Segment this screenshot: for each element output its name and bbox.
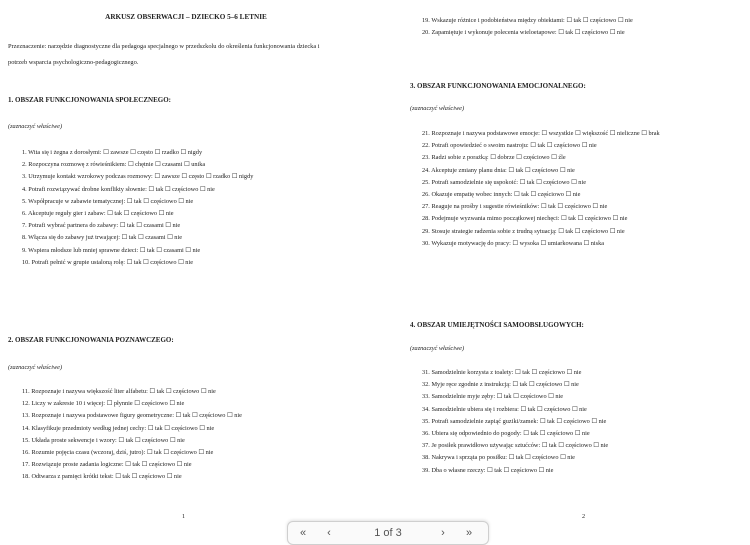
list-item: 9. Wspiera młodsze lub mniej sprawne dzieci: ☐ tak ☐ czasami ☐ nie xyxy=(22,246,201,254)
list-item: 10. Potrafi pełnić w grupie ustaloną rolę: ☐ tak ☐ częściowo ☐ nie xyxy=(22,258,193,266)
list-item: 15. Układa proste sekwencje i wzory: ☐ tak ☐ częściowo ☐ nie xyxy=(22,436,185,444)
list-item: 2. Rozpoczyna rozmowę z rówieśnikiem: ☐ chętnie ☐ czasami ☐ unika xyxy=(22,161,206,169)
list-item: 17. Rozwiązuje proste zadania logiczne: ☐ tak ☐ częściowo ☐ nie xyxy=(22,461,192,469)
list-item: 39. Dba o własne rzeczy: ☐ tak ☐ częściowo ☐ nie xyxy=(422,466,554,474)
list-item: 38. Nakrywa i sprząta po posiłku: ☐ tak ☐ częściowo ☐ nie xyxy=(422,454,575,462)
section-heading-selfcare: 4. OBSZAR UMIEJĘTNOŚCI SAMOOBSŁUGOWYCH: xyxy=(410,321,584,329)
list-item: 1. Wita się i żegna z dorosłymi: ☐ zawsze ☐ często ☐ rzadko ☐ nigdy xyxy=(22,149,203,156)
page-number: 1 xyxy=(182,513,186,520)
selfcare-items-list xyxy=(422,367,608,477)
list-item: 30. Wykazuje motywację do pracy: ☐ wysoka ☐ umiarkowana ☐ niska xyxy=(422,239,605,247)
social-items-list xyxy=(22,147,253,269)
section-note-cognitive: (zaznaczyć właściwe) xyxy=(8,364,63,371)
list-item: 7. Potrafi wybrać partnera do zabawy: ☐ tak ☐ czasami ☐ nie xyxy=(22,222,181,230)
list-item: 27. Reaguje na prośby i sugestie rówieśników: ☐ tak ☐ częściowo ☐ nie xyxy=(422,203,608,211)
list-item: 35. Potrafi samodzielnie zapiąć guziki/zamek: ☐ tak ☐ częściowo ☐ nie xyxy=(422,417,607,425)
document-title: ARKUSZ OBSERWACJI – DZIECKO 5–6 LETNIE xyxy=(105,13,267,21)
page-indicator: 1 of 3 xyxy=(374,527,402,539)
list-item: 4. Potrafi rozwiązywać drobne konflikty słownie: ☐ tak ☐ częściowo ☐ nie xyxy=(22,185,215,193)
list-item: 11. Rozpoznaje i nazywa większość liter alfabetu: ☐ tak ☐ częściowo ☐ nie xyxy=(22,388,216,395)
list-item: 28. Podejmuje wyzwania mimo początkowej niechęci: ☐ tak ☐ częściowo ☐ nie xyxy=(422,215,628,223)
list-item: 5. Współpracuje w zabawie tematycznej: ☐ tak ☐ częściowo ☐ nie xyxy=(22,197,194,205)
list-item: 29. Stosuje strategie radzenia sobie z trudną sytuacją: ☐ tak ☐ częściowo ☐ nie xyxy=(422,227,625,235)
last-page-icon[interactable]: » xyxy=(465,527,473,539)
list-item: 19. Wskazuje różnice i podobieństwa między obiektami: ☐ tak ☐ częściowo ☐ nie xyxy=(422,17,633,24)
document-page-1 xyxy=(0,0,372,540)
list-item: 24. Akceptuje zmiany planu dnia: ☐ tak ☐ częściowo ☐ nie xyxy=(422,166,575,174)
list-item: 33. Samodzielnie myje zęby: ☐ tak ☐ częściowo ☐ nie xyxy=(422,393,564,401)
page-number: 2 xyxy=(582,513,586,520)
list-item: 6. Akceptuje reguły gier i zabaw: ☐ tak ☐ częściowo ☐ nie xyxy=(22,209,174,217)
list-item: 3. Utrzymuje kontakt wzrokowy podczas rozmowy: ☐ zawsze ☐ często ☐ rzadko ☐ nigdy xyxy=(22,173,254,181)
list-item: 13. Rozpoznaje i nazywa podstawowe figury geometryczne: ☐ tak ☐ częściowo ☐ nie xyxy=(22,412,242,420)
document-page-2 xyxy=(378,0,750,540)
section-heading-emotional: 3. OBSZAR FUNKCJONOWANIA EMOCJONALNEGO: xyxy=(410,82,586,90)
list-item: 23. Radzi sobie z porażką: ☐ dobrze ☐ częściowo ☐ źle xyxy=(422,154,566,162)
list-item: 21. Rozpoznaje i nazywa podstawowe emocje: ☐ wszystkie ☐ większość ☐ nieliczne ☐ brak xyxy=(422,130,660,137)
cognitive-items-list xyxy=(22,386,242,484)
purpose-text: Przeznaczenie: narzędzie diagnostyczne dla pedagoga specjalnego w przedszkolu do określenia funkcjonowania dziecka i potrzeb wsparcia psychologiczno-pedagogicznego. xyxy=(8,43,320,66)
list-item: 32. Myje ręce zgodnie z instrukcją: ☐ tak ☐ częściowo ☐ nie xyxy=(422,381,579,389)
section-heading-social: 1. OBSZAR FUNKCJONOWANIA SPOŁECZNEGO: xyxy=(8,96,171,104)
section-note-emotional: (zaznaczyć właściwe) xyxy=(410,105,465,112)
prev-page-icon[interactable]: ‹ xyxy=(327,527,331,539)
list-item: 14. Klasyfikuje przedmioty według jednej cechy: ☐ tak ☐ częściowo ☐ nie xyxy=(22,424,215,432)
first-page-icon[interactable]: « xyxy=(299,527,307,539)
section-heading-cognitive: 2. OBSZAR FUNKCJONOWANIA POZNAWCZEGO: xyxy=(8,336,174,344)
emotional-items-list xyxy=(422,128,660,250)
list-item: 12. Liczy w zakresie 10 i więcej: ☐ płynnie ☐ częściowo ☐ nie xyxy=(22,400,185,408)
list-item: 37. Je posiłek prawidłowo używając sztućców: ☐ tak ☐ częściowo ☐ nie xyxy=(422,442,609,450)
section-note-social: (zaznaczyć właściwe) xyxy=(8,123,63,130)
list-item: 8. Włącza się do zabawy już trwającej: ☐ tak ☐ czasami ☐ nie xyxy=(22,234,183,242)
pagination-bar xyxy=(287,521,489,545)
list-item: 16. Rozumie pojęcia czasu (wczoraj, dziś, jutro): ☐ tak ☐ częściowo ☐ nie xyxy=(22,448,214,456)
list-item: 31. Samodzielnie korzysta z toalety: ☐ tak ☐ częściowo ☐ nie xyxy=(422,369,582,376)
list-item: 26. Okazuje empatię wobec innych: ☐ tak ☐ częściowo ☐ nie xyxy=(422,190,581,198)
cognitive-items-continued-list xyxy=(422,15,633,39)
list-item: 25. Potrafi samodzielnie się uspokoić: ☐ tak ☐ częściowo ☐ nie xyxy=(422,178,586,186)
list-item: 18. Odtwarza z pamięci krótki tekst: ☐ tak ☐ częściowo ☐ nie xyxy=(22,473,182,481)
list-item: 36. Ubiera się odpowiednio do pogody: ☐ tak ☐ częściowo ☐ nie xyxy=(422,429,590,437)
list-item: 20. Zapamiętuje i wykonuje polecenia wieloetapowe: ☐ tak ☐ częściowo ☐ nie xyxy=(422,29,625,37)
list-item: 22. Potrafi opowiedzieć o swoim nastroju: ☐ tak ☐ częściowo ☐ nie xyxy=(422,142,597,150)
list-item: 34. Samodzielnie ubiera się i rozbiera: ☐ tak ☐ częściowo ☐ nie xyxy=(422,405,587,413)
section-note-selfcare: (zaznaczyć właściwe) xyxy=(410,345,465,352)
next-page-icon[interactable]: › xyxy=(441,527,445,539)
